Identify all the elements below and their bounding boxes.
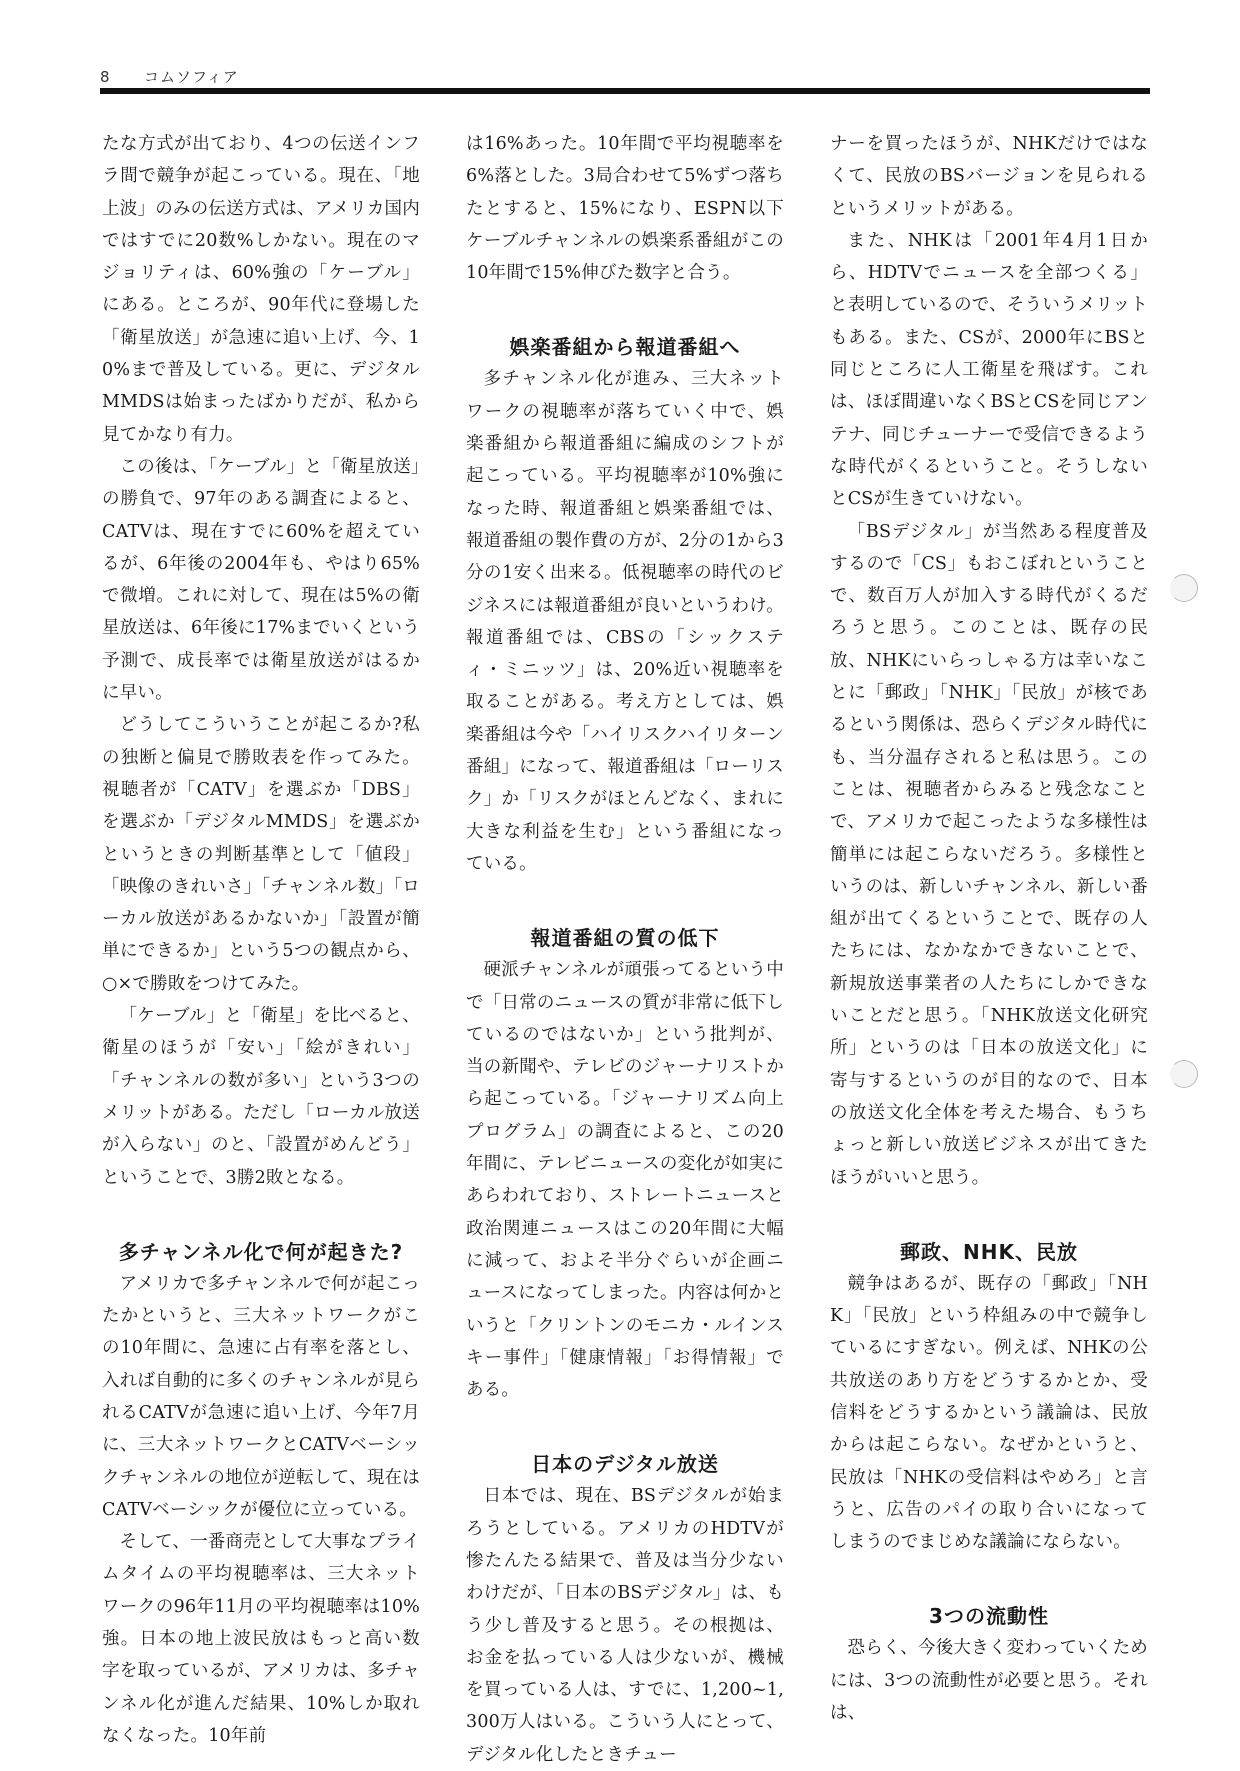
body-paragraph: アメリカで多チャンネルで何が起こったかというと、三大ネットワークがこの10年間に、急速に占有率を落とし、入れば自動的に多くのチャンネルが見られるCATVが急速に追い上げ、今年7月に、三大ネットワークとCATVベーシックチャンネルの地位が逆転して、現在はCATVベーシックが優位に立っている。 [102, 1273, 420, 1520]
body-paragraph: 硬派チャンネルが頑張ってるという中で「日常のニュースの質が非常に低下しているのではないか」という批判が、当の新聞や、テレビのジャーナリストから起こっている。「ジャーナリズム向上プログラム」の調査によると、この20年間に、テレビニュースの変化が如実にあらわれており、ストレートニュースと政治関連ニュースはこの20年間に大幅に減って、およそ半分ぐらいが企画ニュースになってしまった。内容は何かというと「クリントンのモニカ・ルインスキー事件」「健康情報」「お得情報」である。 [466, 960, 784, 1401]
body-paragraph: 日本では、現在、BSデジタルが始まろうとしている。アメリカのHDTVが惨たんたる結果で、普及は当分少ないわけだが、「日本のBSデジタル」は、もう少し普及すると思う。その根拠は、お金を払っている人は少ないが、機械を買っている人は、すでに、1,200~1,300万人はいる。こういう人にとって、デジタル化したときチュー [466, 1486, 784, 1765]
body-paragraph: 恐らく、今後大きく変わっていくためには、3つの流動性が必要と思う。それは、 [830, 1638, 1148, 1724]
section-heading: 娯楽番組から報道番組へ [509, 335, 741, 360]
body-paragraph: この後は、「ケーブル」と「衛星放送」の勝負で、97年のある調査によると、CATVは、現在すでに60%を超えているが、6年後の2004年も、やはり65%で微増。これに対して、現在は5%の衛星放送は、6年後に17%までいくという予測で、成長率では衛星放送がはるかに早い。 [102, 456, 420, 704]
header-rule [100, 88, 1150, 94]
section-heading: 3つの流動性 [929, 1604, 1049, 1629]
body-paragraph: たな方式が出ており、4つの伝送インフラ間で競争が起こっている。現在、「地上波」のみの伝送方式は、アメリカ国内ではすでに20数%しかない。現在のマジョリティは、60%強の「ケーブル」にある。ところが、90年代に登場した「衛星放送」が急速に追い上げ、今、10%まで普及している。更に、デジタルMMDSは始まったばかりだが、私から見てかなり有力。 [102, 134, 420, 445]
body-paragraph: ナーを買ったほうが、NHKだけではなくて、民放のBSバージョンを見られるというメリットがある。 [830, 134, 1148, 219]
body-paragraph: 「ケーブル」と「衛星」を比べると、衛星のほうが「安い」「絵がきれい」「チャンネルの数が多い」という3つのメリットがある。ただし「ローカル放送が入らない」のと、「設置がめんどう」ということで、3勝2敗となる。 [102, 1006, 420, 1188]
section-heading: 郵政、NHK、民放 [900, 1239, 1078, 1264]
text-column-2 [466, 128, 784, 1771]
binder-hole-mark [1170, 1060, 1198, 1088]
binder-hole-mark [1170, 574, 1198, 602]
section-heading: 日本のデジタル放送 [531, 1452, 719, 1477]
text-column-1 [102, 128, 420, 1752]
body-paragraph: 競争はあるが、既存の「郵政」「NHK」「民放」という枠組みの中で競争しているにすぎない。例えば、NHKの公共放送のあり方をどうするかとか、受信料をどうするかという議論は、民放からは起こらない。なぜかというと、民放は「NHKの受信料はやめろ」と言うと、広告のパイの取り合いになってしまうのでまじめな議論にならない。 [830, 1273, 1148, 1553]
text-column-3 [830, 128, 1148, 1729]
page-number: 8 [100, 68, 111, 86]
page-header [100, 66, 1150, 88]
body-paragraph: 「BSデジタル」が当然ある程度普及するので「CS」もおこぼれということで、数百万人が加入する時代がくるだろうと思う。このことは、既存の民放、NHKにいらっしゃる方は幸いなことに「郵政」「NHK」「民放」が核であるという関係は、恐らくデジタル時代にも、当分温存されると私は思う。このことは、視聴者からみると残念なことで、アメリカで起こったような多様性は簡単には起こらないだろう。多様性というのは、新しいチャンネル、新しい番組が出てくるということで、既存の人たちには、なかなかできないことで、新規放送事業者の人たちにしかできないことだと思う。「NHK放送文化研究所」というのは「日本の放送文化」に寄与するというのが目的なので、日本の放送文化全体を考えた場合、もうちょっと新しい放送ビジネスが出てきたほうがいいと思う。 [830, 521, 1148, 1188]
body-paragraph: また、NHKは「2001年4月1日から、HDTVでニュースを全部つくる」と表明しているので、そういうメリットもある。また、CSが、2000年にBSと同じところに人工衛星を飛ばす。これは、ほぼ間違いなくBSとCSを同じアンテナ、同じチューナーで受信できるような時代がくるということ。そうしないとCSが生きていけない。 [830, 230, 1148, 510]
body-paragraph: どうしてこういうことが起こるか?私の独断と偏見で勝敗表を作ってみた。視聴者が「CATV」を選ぶか「DBS」を選ぶか「デジタルMMDS」を選ぶかというときの判断基準として「値段」「映像のきれいさ」「チャンネル数」「ローカル放送があるかないか」「設置が簡単にできるか」という5つの観点から、○×で勝敗をつけてみた。 [102, 715, 420, 994]
body-paragraph: そして、一番商売として大事なプライムタイムの平均視聴率は、三大ネットワークの96年11月の平均視聴率は10%強。日本の地上波民放はもっと高い数字を取っているが、アメリカは、多チャンネル化が進んだ結果、10%しか取れなくなった。10年前 [102, 1532, 420, 1746]
publication-name: コムソフィア [144, 68, 239, 86]
section-heading: 多チャンネル化で何が起きた? [118, 1239, 404, 1264]
body-paragraph: 多チャンネル化が進み、三大ネットワークの視聴率が落ちていく中で、娯楽番組から報道番組に編成のシフトが起こっている。平均視聴率が10%強になった時、報道番組と娯楽番組では、報道番組の製作費の方が、2分の1から3分の1安く出来る。低視聴率の時代のビジネスには報道番組が良いというわけ。報道番組では、CBSの「シックスティ・ミニッツ」は、20%近い視聴率を取ることがある。考え方としては、娯楽番組は今や「ハイリスクハイリターン番組」になって、報道番組は「ローリスク」か「リスクがほとんどなく、まれに大きな利益を生む」という番組になっている。 [466, 369, 784, 874]
section-heading: 報道番組の質の低下 [530, 926, 720, 951]
body-paragraph: は16%あった。10年間で平均視聴率を6%落とした。3局合わせて5%ずつ落ちたとすると、15%になり、ESPN以下ケーブルチャンネルの娯楽系番組がこの10年間で15%伸びた数字と合う。 [466, 134, 784, 284]
